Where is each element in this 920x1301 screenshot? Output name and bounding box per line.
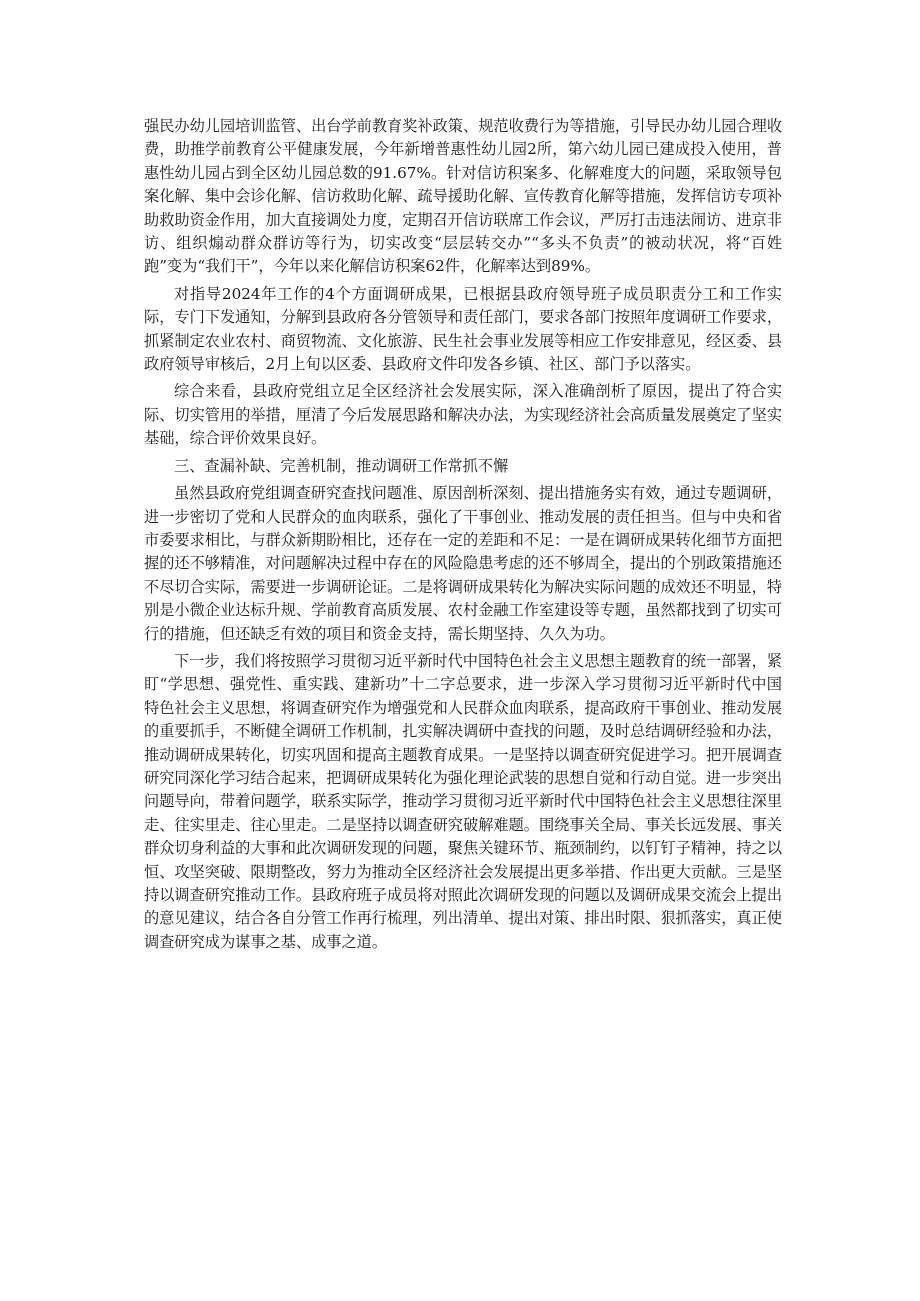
paragraph-overall-evaluation: 综合来看，县政府党组立足全区经济社会发展实际，深入准确剖析了原因，提出了符合实际、切实管用的举措，厘清了今后发展思路和解决办法，为实现经济社会高质量发展奠定了坚实基础，综合评价效果良好。 xyxy=(144,382,782,448)
paragraph-next-steps: 下一步，我们将按照学习贯彻习近平新时代中国特色社会主义思想主题教育的统一部署，紧盯“学思想、强党性、重实践、建新功”十二字总要求，进一步深入学习贯彻习近平新时代中国特色社会主义思想，将调查研究作为增强党和人民群众血肉联系，提高政府干事创业、推动发展的重要抓手，不断健全调研工作机制，扎实解决调研中查找的问题，及时总结调研经验和办法，推动调研成果转化，切实巩固和提高主题教育成果。一是坚持以调查研究促进学习。把开展调查研究同深化学习结合起来，把调研成果转化为强化理论武装的思想自觉和行动自觉。进一步突出问题导向，带着问题学，联系实际学，推动学习贯彻习近平新时代中国特色社会主义思想往深里走、往实里走、往心里走。二是坚持以调查研究破解难题。围绕事关全局、事关长远发展、事关群众切身利益的大事和此次调研发现的问题，聚焦关键环节、瓶颈制约，以钉钉子精神，持之以恒、攻坚突破、限期整改，努力为推动全区经济社会发展提出更多举措、作出更大贡献。三是坚持以调查研究推动工作。县政府班子成员将对照此次调研发现的问题以及调研成果交流会上提出的意见建议，结合各自分管工作再行梳理，列出清单、提出对策、排出时限、狠抓落实，真正使调查研究成为谋事之基、成事之道。 xyxy=(144,651,782,951)
paragraph-shortcomings: 虽然县政府党组调查研究查找问题准、原因剖析深刻、提出措施务实有效，通过专题调研，进一步密切了党和人民群众的血肉联系，强化了干事创业、推动发展的责任担当。但与中央和省市委要求相比，与群众新期盼相比，还存在一定的差距和不足：一是在调研成果转化细节方面把握的还不够精准，对问题解决过程中存在的风险隐患考虑的还不够周全，提出的个别政策措施还不尽切合实际，需要进一步调研论证。二是将调研成果转化为解决实际问题的成效还不明显，特别是小微企业达标升规、学前教育高质发展、农村金融工作室建设等专题，虽然都找到了切实可行的措施，但还缺乏有效的项目和资金支持，需长期坚持、久久为功。 xyxy=(144,484,782,643)
document-page xyxy=(144,115,782,958)
paragraph-2024-research-results: 对指导2024年工作的4个方面调研成果，已根据县政府领导班子成员职责分工和工作实际，专门下发通知，分解到县政府各分管领导和责任部门，要求各部门按照年度调研工作要求，抓紧制定农业农村、商贸物流、文化旅游、民生社会事业发展等相应工作安排意见，经区委、县政府领导审核后，2月上旬以区委、县政府文件印发各乡镇、社区、部门予以落实。 xyxy=(144,284,782,374)
section-heading-three: 三、查漏补缺、完善机制，推动调研工作常抓不懈 xyxy=(174,456,509,475)
paragraph-preschool-and-petitions: 强民办幼儿园培训监管、出台学前教育奖补政策、规范收费行为等措施，引导民办幼儿园合理收费，助推学前教育公平健康发展，今年新增普惠性幼儿园2所，第六幼儿园已建成投入使用，普惠性幼儿园占到全区幼儿园总数的91.67%。针对信访积案多、化解难度大的问题，采取领导包案化解、集中会诊化解、信访救助化解、疏导援助化解、宣传教育化解等措施，发挥信访专项补助救助资金作用，加大直接调处力度，定期召开信访联席工作会议，严厉打击违法闹访、进京非访、组织煽动群众群访等行为，切实改变“层层转交办”“多头不负责”的被动状况，将“百姓跑”变为“我们干”，今年以来化解信访积案62件，化解率达到89%。 xyxy=(144,117,782,276)
